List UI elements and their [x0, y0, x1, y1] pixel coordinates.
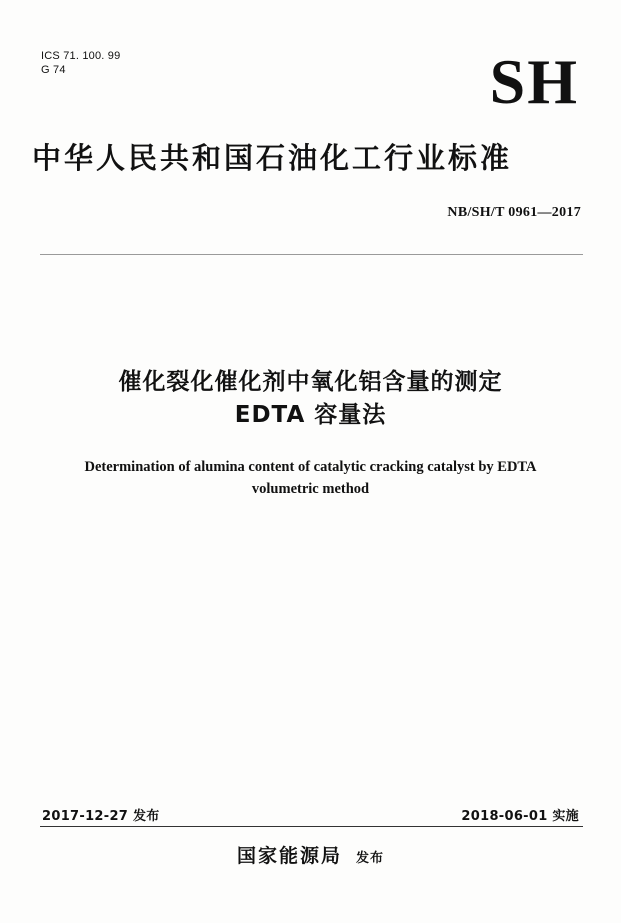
implementation-date: 2018-06-01 实施	[461, 809, 579, 824]
title-english	[30, 456, 591, 500]
issuer-block	[0, 841, 621, 868]
title-english-line2: volumetric method	[251, 481, 370, 497]
issue-date: 2017-12-27 发布	[42, 809, 160, 824]
issuer-action: 发布	[356, 851, 385, 866]
organization-title: 中华人民共和国石油化工行业标准	[32, 141, 513, 175]
title-english-line1: Determination of alumina content of catalytic cracking catalyst by EDTA	[84, 459, 537, 475]
footer-divider	[40, 826, 583, 827]
standard-number: NB/SH/T 0961—2017	[447, 205, 581, 220]
classification-codes	[41, 49, 120, 77]
issuer-name: 国家能源局	[236, 845, 342, 867]
title-chinese-line1: 催化裂化催化剂中氧化铝含量的测定	[118, 369, 503, 395]
header-divider	[40, 254, 583, 255]
ccs-code: G 74	[41, 64, 66, 76]
ics-code: ICS 71. 100. 99	[41, 50, 121, 62]
title-chinese-line2: EDTA 容量法	[234, 402, 387, 428]
standard-mark: SH	[489, 46, 579, 117]
